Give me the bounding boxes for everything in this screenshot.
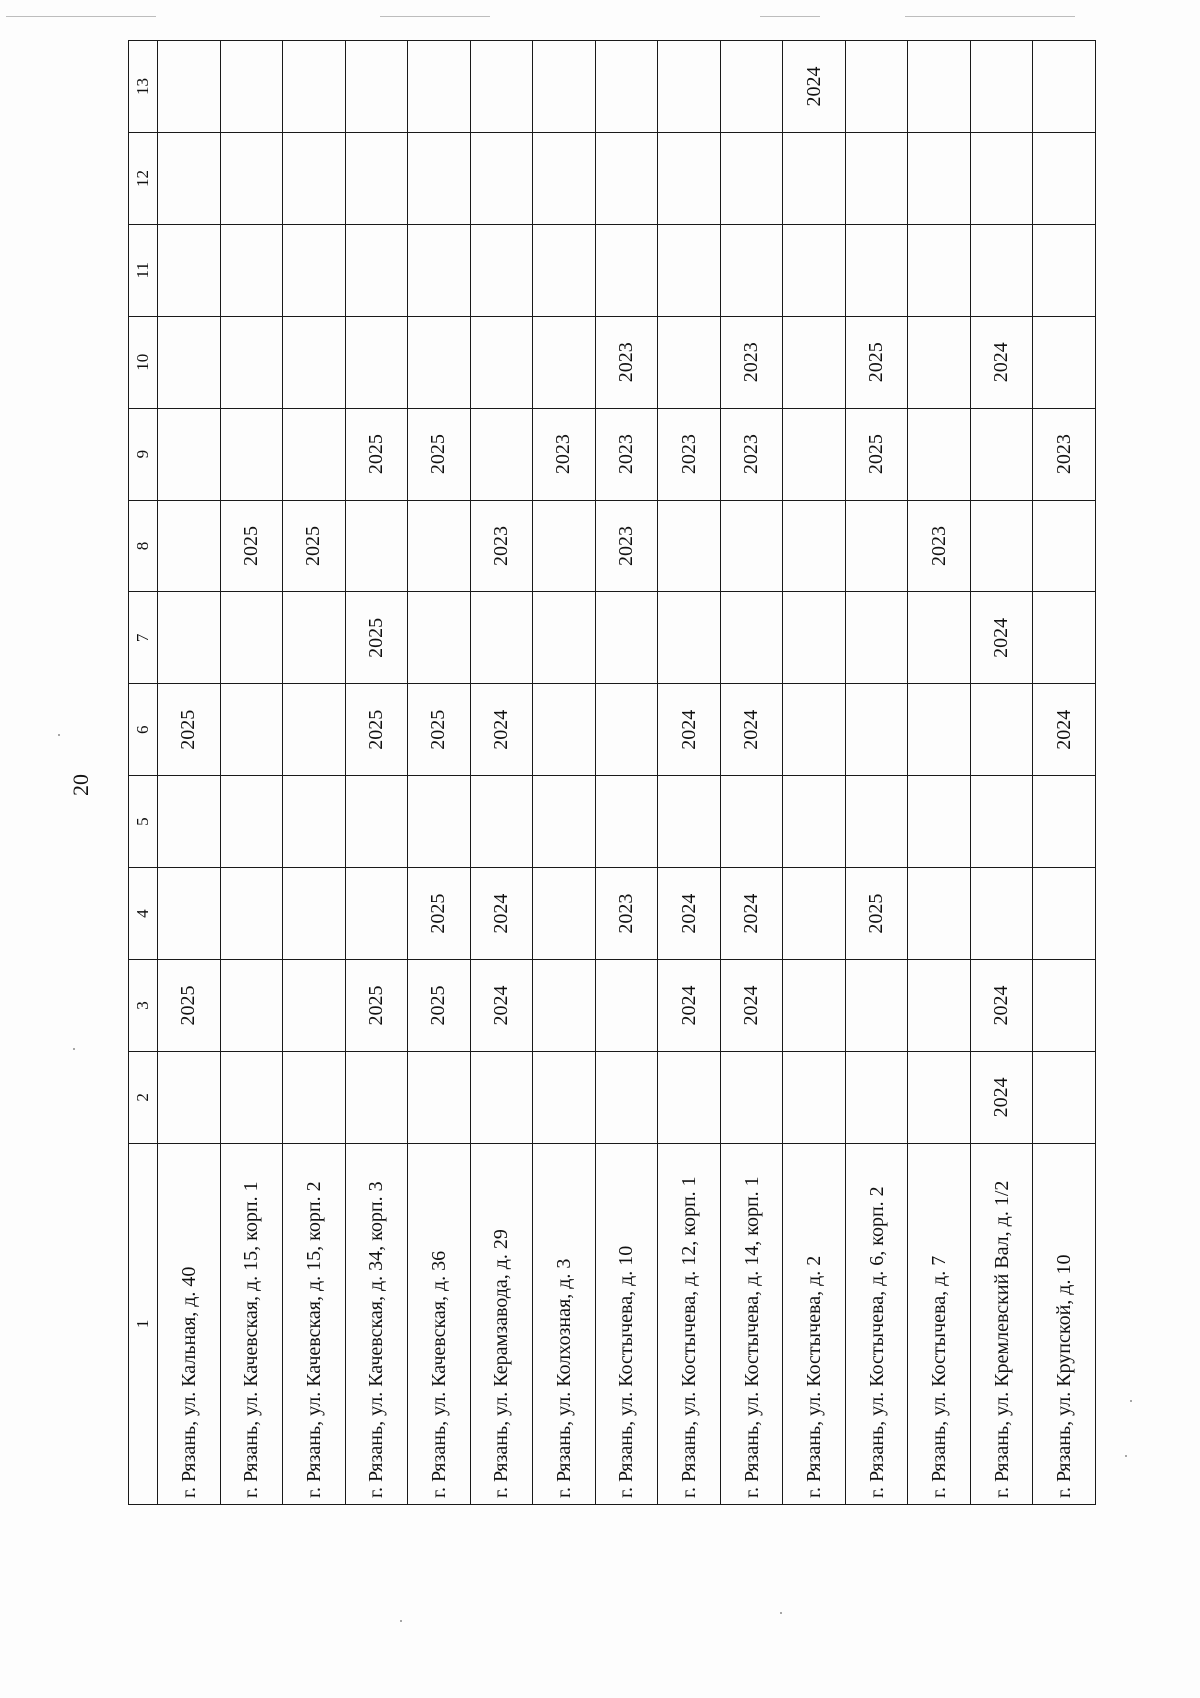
year-cell [283, 41, 346, 133]
year-cell [970, 224, 1033, 316]
address-cell: г. Рязань, ул. Костычева, д. 2 [783, 1143, 846, 1504]
year-cell [908, 960, 971, 1052]
year-cell [533, 41, 596, 133]
scan-edge-mark [905, 16, 1075, 17]
year-cell [158, 868, 221, 960]
year-cell: 2023 [658, 408, 721, 500]
year-cell [845, 776, 908, 868]
year-cell: 2023 [595, 316, 658, 408]
year-cell [908, 592, 971, 684]
schedule-table [128, 40, 1096, 1505]
year-cell [1033, 776, 1096, 868]
scan-edge-mark [380, 16, 490, 17]
year-cell [845, 132, 908, 224]
year-cell [220, 868, 283, 960]
year-cell [720, 592, 783, 684]
year-cell [1033, 868, 1096, 960]
year-cell [220, 776, 283, 868]
column-header-7: 7 [129, 592, 158, 684]
year-cell: 2024 [720, 684, 783, 776]
year-cell [908, 776, 971, 868]
year-cell [1033, 960, 1096, 1052]
year-cell [408, 776, 471, 868]
year-cell [783, 224, 846, 316]
year-cell: 2025 [220, 500, 283, 592]
address-cell: г. Рязань, ул. Костычева, д. 14, корп. 1 [720, 1143, 783, 1504]
year-cell [595, 41, 658, 133]
year-cell [283, 960, 346, 1052]
year-cell [658, 132, 721, 224]
year-cell [595, 132, 658, 224]
year-cell: 2023 [720, 316, 783, 408]
year-cell: 2024 [658, 960, 721, 1052]
year-cell: 2024 [720, 960, 783, 1052]
year-cell: 2025 [345, 592, 408, 684]
year-cell [470, 224, 533, 316]
year-cell: 2024 [470, 868, 533, 960]
year-cell [595, 1051, 658, 1143]
year-cell [345, 41, 408, 133]
year-cell [970, 868, 1033, 960]
year-cell [783, 960, 846, 1052]
year-cell [470, 316, 533, 408]
schedule-table-rotated [128, 40, 1096, 1505]
table-row [595, 41, 658, 1505]
year-cell: 2025 [845, 408, 908, 500]
year-cell [408, 316, 471, 408]
year-cell: 2025 [345, 960, 408, 1052]
year-cell: 2023 [470, 500, 533, 592]
year-cell [720, 41, 783, 133]
year-cell [970, 132, 1033, 224]
table-row [1033, 41, 1096, 1505]
year-cell: 2023 [720, 408, 783, 500]
year-cell: 2025 [283, 500, 346, 592]
year-cell: 2025 [345, 684, 408, 776]
address-cell: г. Рязань, ул. Качевская, д. 15, корп. 2 [283, 1143, 346, 1504]
column-header-13: 13 [129, 41, 158, 133]
year-cell [658, 592, 721, 684]
year-cell [908, 408, 971, 500]
year-cell [345, 1051, 408, 1143]
scan-speck [780, 1612, 782, 1614]
column-header-6: 6 [129, 684, 158, 776]
year-cell [283, 132, 346, 224]
address-cell: г. Рязань, ул. Качевская, д. 34, корп. 3 [345, 1143, 408, 1504]
year-cell [470, 132, 533, 224]
year-cell: 2023 [1033, 408, 1096, 500]
year-cell [908, 1051, 971, 1143]
year-cell [408, 132, 471, 224]
year-cell [783, 868, 846, 960]
year-cell [970, 500, 1033, 592]
year-cell: 2025 [158, 960, 221, 1052]
table-row [783, 41, 846, 1505]
table-row [158, 41, 221, 1505]
year-cell [158, 41, 221, 133]
year-cell [408, 41, 471, 133]
year-cell [345, 500, 408, 592]
year-cell [783, 592, 846, 684]
year-cell [158, 1051, 221, 1143]
address-cell: г. Рязань, ул. Костычева, д. 12, корп. 1 [658, 1143, 721, 1504]
year-cell [908, 684, 971, 776]
year-cell: 2024 [970, 960, 1033, 1052]
year-cell [345, 776, 408, 868]
year-cell: 2023 [533, 408, 596, 500]
year-cell [345, 316, 408, 408]
year-cell [783, 500, 846, 592]
year-cell [783, 1051, 846, 1143]
year-cell [408, 500, 471, 592]
year-cell [720, 224, 783, 316]
year-cell: 2025 [845, 316, 908, 408]
year-cell [533, 500, 596, 592]
table-row [845, 41, 908, 1505]
year-cell [1033, 224, 1096, 316]
year-cell: 2025 [845, 868, 908, 960]
year-cell [470, 592, 533, 684]
column-header-10: 10 [129, 316, 158, 408]
table-row [220, 41, 283, 1505]
year-cell [158, 408, 221, 500]
table-row [470, 41, 533, 1505]
year-cell [908, 868, 971, 960]
column-header-11: 11 [129, 224, 158, 316]
year-cell [220, 592, 283, 684]
address-cell: г. Рязань, ул. Костычева, д. 6, корп. 2 [845, 1143, 908, 1504]
year-cell: 2025 [408, 868, 471, 960]
table-row [408, 41, 471, 1505]
column-header-5: 5 [129, 776, 158, 868]
year-cell [283, 684, 346, 776]
table-row [970, 41, 1033, 1505]
address-cell: г. Рязань, ул. Крупской, д. 10 [1033, 1143, 1096, 1504]
scan-speck [58, 734, 60, 736]
year-cell [283, 776, 346, 868]
year-cell: 2025 [408, 960, 471, 1052]
year-cell: 2024 [658, 868, 721, 960]
year-cell [783, 316, 846, 408]
page-number: 20 [68, 774, 93, 796]
year-cell [283, 1051, 346, 1143]
table-row [533, 41, 596, 1505]
address-cell: г. Рязань, ул. Качевская, д. 15, корп. 1 [220, 1143, 283, 1504]
year-cell [283, 316, 346, 408]
year-cell [533, 776, 596, 868]
year-cell [658, 41, 721, 133]
year-cell: 2024 [970, 592, 1033, 684]
year-cell [783, 776, 846, 868]
year-cell [533, 224, 596, 316]
year-cell: 2024 [1033, 684, 1096, 776]
year-cell [845, 960, 908, 1052]
year-cell: 2025 [158, 684, 221, 776]
year-cell [283, 224, 346, 316]
year-cell: 2024 [658, 684, 721, 776]
year-cell [658, 776, 721, 868]
year-cell [470, 1051, 533, 1143]
table-row [908, 41, 971, 1505]
year-cell [533, 1051, 596, 1143]
address-cell: г. Рязань, ул. Качевская, д. 36 [408, 1143, 471, 1504]
address-cell: г. Рязань, ул. Костычева, д. 7 [908, 1143, 971, 1504]
year-cell [970, 41, 1033, 133]
year-cell: 2024 [970, 1051, 1033, 1143]
column-header-9: 9 [129, 408, 158, 500]
year-cell [845, 684, 908, 776]
year-cell [845, 592, 908, 684]
year-cell [595, 592, 658, 684]
year-cell [1033, 132, 1096, 224]
year-cell [158, 592, 221, 684]
year-cell [158, 316, 221, 408]
year-cell [345, 224, 408, 316]
year-cell [658, 1051, 721, 1143]
column-header-8: 8 [129, 500, 158, 592]
year-cell [783, 132, 846, 224]
column-header-2: 2 [129, 1051, 158, 1143]
year-cell [220, 684, 283, 776]
scan-edge-mark [760, 16, 820, 17]
year-cell [220, 224, 283, 316]
year-cell [595, 224, 658, 316]
year-cell [408, 224, 471, 316]
address-cell: г. Рязань, ул. Колхозная, д. 3 [533, 1143, 596, 1504]
year-cell: 2023 [908, 500, 971, 592]
address-cell: г. Рязань, ул. Кремлевский Вал, д. 1/2 [970, 1143, 1033, 1504]
year-cell [845, 41, 908, 133]
year-cell [658, 500, 721, 592]
year-cell [533, 316, 596, 408]
address-cell: г. Рязань, ул. Керамзавода, д. 29 [470, 1143, 533, 1504]
year-cell: 2023 [595, 408, 658, 500]
header-row [129, 41, 158, 1505]
column-header-4: 4 [129, 868, 158, 960]
year-cell [720, 500, 783, 592]
year-cell [345, 868, 408, 960]
year-cell [908, 41, 971, 133]
address-cell: г. Рязань, ул. Кальная, д. 40 [158, 1143, 221, 1504]
table-row [720, 41, 783, 1505]
year-cell [970, 776, 1033, 868]
scan-speck [1125, 1455, 1127, 1457]
table-row [658, 41, 721, 1505]
column-header-1: 1 [129, 1143, 158, 1504]
year-cell [595, 684, 658, 776]
year-cell [845, 1051, 908, 1143]
scan-speck [73, 1048, 75, 1050]
year-cell [533, 960, 596, 1052]
year-cell [783, 684, 846, 776]
year-cell [533, 592, 596, 684]
year-cell [1033, 500, 1096, 592]
year-cell [533, 132, 596, 224]
year-cell [908, 132, 971, 224]
year-cell [470, 776, 533, 868]
scan-speck [1130, 1400, 1132, 1402]
year-cell [1033, 1051, 1096, 1143]
year-cell [1033, 592, 1096, 684]
year-cell [220, 1051, 283, 1143]
year-cell [470, 408, 533, 500]
year-cell [908, 316, 971, 408]
year-cell [908, 224, 971, 316]
year-cell: 2023 [595, 868, 658, 960]
column-header-3: 3 [129, 960, 158, 1052]
year-cell [345, 132, 408, 224]
year-cell: 2024 [470, 684, 533, 776]
year-cell [1033, 41, 1096, 133]
year-cell [220, 132, 283, 224]
year-cell [158, 776, 221, 868]
year-cell [970, 684, 1033, 776]
year-cell [720, 132, 783, 224]
year-cell [783, 408, 846, 500]
year-cell: 2024 [720, 868, 783, 960]
year-cell [1033, 316, 1096, 408]
year-cell: 2024 [783, 41, 846, 133]
year-cell [283, 868, 346, 960]
year-cell [720, 1051, 783, 1143]
column-header-12: 12 [129, 132, 158, 224]
year-cell [595, 776, 658, 868]
year-cell [408, 1051, 471, 1143]
year-cell [220, 316, 283, 408]
address-cell: г. Рязань, ул. Костычева, д. 10 [595, 1143, 658, 1504]
year-cell [533, 868, 596, 960]
table-row [283, 41, 346, 1505]
year-cell: 2025 [345, 408, 408, 500]
year-cell: 2025 [408, 408, 471, 500]
year-cell [658, 224, 721, 316]
year-cell [220, 960, 283, 1052]
year-cell [595, 960, 658, 1052]
year-cell [220, 408, 283, 500]
year-cell: 2024 [470, 960, 533, 1052]
year-cell [970, 408, 1033, 500]
scan-edge-mark [6, 16, 156, 17]
year-cell [470, 41, 533, 133]
year-cell [283, 592, 346, 684]
year-cell [220, 41, 283, 133]
year-cell [408, 592, 471, 684]
year-cell [283, 408, 346, 500]
year-cell [845, 500, 908, 592]
year-cell [845, 224, 908, 316]
year-cell: 2023 [595, 500, 658, 592]
scan-speck [400, 1620, 402, 1622]
table-row [345, 41, 408, 1505]
year-cell: 2025 [408, 684, 471, 776]
year-cell [720, 776, 783, 868]
year-cell [658, 316, 721, 408]
year-cell [158, 132, 221, 224]
year-cell [158, 224, 221, 316]
year-cell [533, 684, 596, 776]
year-cell: 2024 [970, 316, 1033, 408]
year-cell [158, 500, 221, 592]
